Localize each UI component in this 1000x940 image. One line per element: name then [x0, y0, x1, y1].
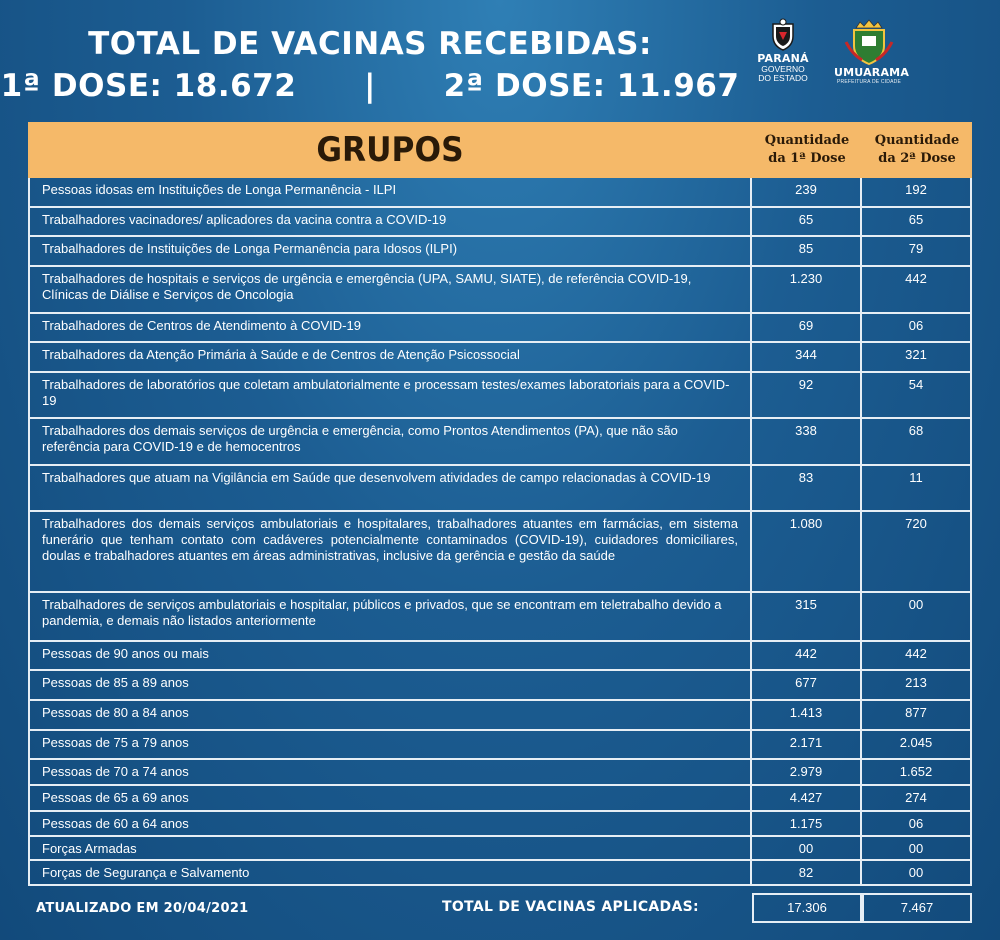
group-name: Trabalhadores da Atenção Primária à Saúde e de Centros de Atenção Psicossocial	[30, 343, 752, 373]
group-name: Forças de Segurança e Salvamento	[30, 861, 752, 886]
umuarama-sub: PREFEITURA DE CIDADE	[836, 79, 901, 85]
group-name: Trabalhadores dos demais serviços ambulatoriais e hospitalares, trabalhadores atuantes em farmácias, em sistema funerário que tenham contato com cadáveres potencialmente contaminados (COVID-19), cuidadores domiciliares, doulas e trabalhadores atuantes em áreas administrativas, inclusive da gerência e gestão da saúde	[30, 512, 752, 593]
table-row	[30, 861, 972, 886]
dose2-count: 11	[862, 466, 972, 512]
group-name: Pessoas de 70 a 74 anos	[30, 760, 752, 786]
table-row	[30, 419, 972, 466]
umuarama-name: UMUARAMA	[834, 66, 910, 79]
group-name: Pessoas idosas em Instituições de Longa Permanência - ILPI	[30, 178, 752, 208]
dose2-count: 877	[862, 701, 972, 731]
dose1-count: 677	[752, 671, 862, 701]
updated-date: ATUALIZADO EM 20/04/2021	[36, 901, 249, 916]
table-row	[30, 267, 972, 314]
dose2-count: 321	[862, 343, 972, 373]
dose2-count: 65	[862, 208, 972, 237]
dose1-count: 00	[752, 837, 862, 861]
dose2-total: 2ª DOSE: 11.967	[443, 68, 740, 104]
dose2-count: 06	[862, 314, 972, 343]
dose1-count: 92	[752, 373, 862, 419]
group-name: Forças Armadas	[30, 837, 752, 861]
page-header	[0, 24, 740, 108]
dose1-count: 85	[752, 237, 862, 267]
dose1-count: 1.080	[752, 512, 862, 593]
table-row	[30, 314, 972, 343]
table-row	[30, 208, 972, 237]
parana-line2: DO ESTADO	[758, 73, 808, 83]
dose2-count: 68	[862, 419, 972, 466]
table-row	[30, 701, 972, 731]
dose1-count: 442	[752, 642, 862, 671]
dose1-count: 1.175	[752, 812, 862, 837]
group-name: Trabalhadores de Centros de Atendimento à COVID-19	[30, 314, 752, 343]
table-row	[30, 731, 972, 760]
table-row	[30, 642, 972, 671]
page-title: TOTAL DE VACINAS RECEBIDAS:	[88, 26, 652, 62]
group-name: Pessoas de 75 a 79 anos	[30, 731, 752, 760]
group-name: Trabalhadores de Instituições de Longa Permanência para Idosos (ILPI)	[30, 237, 752, 267]
dose2-count: 79	[862, 237, 972, 267]
dose2-count: 00	[862, 593, 972, 642]
dose1-count: 69	[752, 314, 862, 343]
table-row	[30, 593, 972, 642]
dose1-count: 338	[752, 419, 862, 466]
table-row	[30, 466, 972, 512]
dose1-count: 1.413	[752, 701, 862, 731]
dose2-count: 442	[862, 642, 972, 671]
table-row	[30, 512, 972, 593]
parana-crest-icon	[766, 18, 800, 52]
dose1-count: 315	[752, 593, 862, 642]
group-name: Trabalhadores que atuam na Vigilância em Saúde que desenvolvem atividades de campo relacionadas à COVID-19	[30, 466, 752, 512]
umuarama-logo	[834, 18, 910, 85]
dose2-count: 192	[862, 178, 972, 208]
group-name: Trabalhadores dos demais serviços de urgência e emergência, como Prontos Atendimentos (PA), que não são referência para COVID-19 e de hemocentros	[30, 419, 752, 466]
dose1-count: 1.230	[752, 267, 862, 314]
dose1-count: 82	[752, 861, 862, 886]
total-dose1: 17.306	[752, 893, 862, 923]
dose2-count: 1.652	[862, 760, 972, 786]
table-header	[28, 122, 972, 178]
table-row	[30, 812, 972, 837]
summary-separator: |	[364, 68, 376, 104]
parana-logo	[748, 18, 818, 83]
dose2-count: 442	[862, 267, 972, 314]
dose1-count: 83	[752, 466, 862, 512]
table-row	[30, 343, 972, 373]
logos	[748, 18, 908, 108]
dose2-count: 54	[862, 373, 972, 419]
table-row	[30, 373, 972, 419]
dose-summary	[0, 64, 740, 108]
group-name: Pessoas de 65 a 69 anos	[30, 786, 752, 812]
total-applied-label: TOTAL DE VACINAS APLICADAS:	[442, 899, 699, 915]
parana-name: PARANÁ	[757, 52, 809, 65]
dose1-count: 344	[752, 343, 862, 373]
table-row	[30, 837, 972, 861]
table-row	[30, 671, 972, 701]
parana-line1: GOVERNO	[761, 64, 805, 74]
group-name: Trabalhadores de hospitais e serviços de urgência e emergência (UPA, SAMU, SIATE), de referência COVID-19, Clínicas de Diálise e Serviços de Oncologia	[30, 267, 752, 314]
group-name: Trabalhadores vacinadores/ aplicadores da vacina contra a COVID-19	[30, 208, 752, 237]
dose1-count: 2.171	[752, 731, 862, 760]
group-name: Pessoas de 90 anos ou mais	[30, 642, 752, 671]
header-groups: GRUPOS	[316, 130, 464, 170]
vaccine-table	[28, 122, 972, 886]
dose2-count: 06	[862, 812, 972, 837]
dose1-count: 2.979	[752, 760, 862, 786]
group-name: Trabalhadores de laboratórios que coletam ambulatorialmente e processam testes/exames laboratoriais para a COVID-19	[30, 373, 752, 419]
table-row	[30, 178, 972, 208]
table-body	[28, 178, 972, 886]
group-name: Pessoas de 80 a 84 anos	[30, 701, 752, 731]
dose2-count: 213	[862, 671, 972, 701]
umuarama-crest-icon	[842, 18, 896, 66]
table-row	[30, 786, 972, 812]
dose2-count: 00	[862, 861, 972, 886]
dose1-total: 1ª DOSE: 18.672	[0, 68, 297, 104]
dose2-count: 00	[862, 837, 972, 861]
header-dose2: Quantidade da 2ª Dose	[874, 133, 960, 166]
total-dose2: 7.467	[862, 893, 972, 923]
dose1-count: 4.427	[752, 786, 862, 812]
group-name: Trabalhadores de serviços ambulatoriais e hospitalar, públicos e privados, que se encontram em teletrabalho devido a pandemia, e demais não listados anteriormente	[30, 593, 752, 642]
table-row	[30, 760, 972, 786]
dose2-count: 274	[862, 786, 972, 812]
group-name: Pessoas de 60 a 64 anos	[30, 812, 752, 837]
dose2-count: 2.045	[862, 731, 972, 760]
dose2-count: 720	[862, 512, 972, 593]
header-dose1: Quantidade da 1ª Dose	[764, 133, 850, 166]
group-name: Pessoas de 85 a 89 anos	[30, 671, 752, 701]
table-row	[30, 237, 972, 267]
dose1-count: 65	[752, 208, 862, 237]
dose1-count: 239	[752, 178, 862, 208]
